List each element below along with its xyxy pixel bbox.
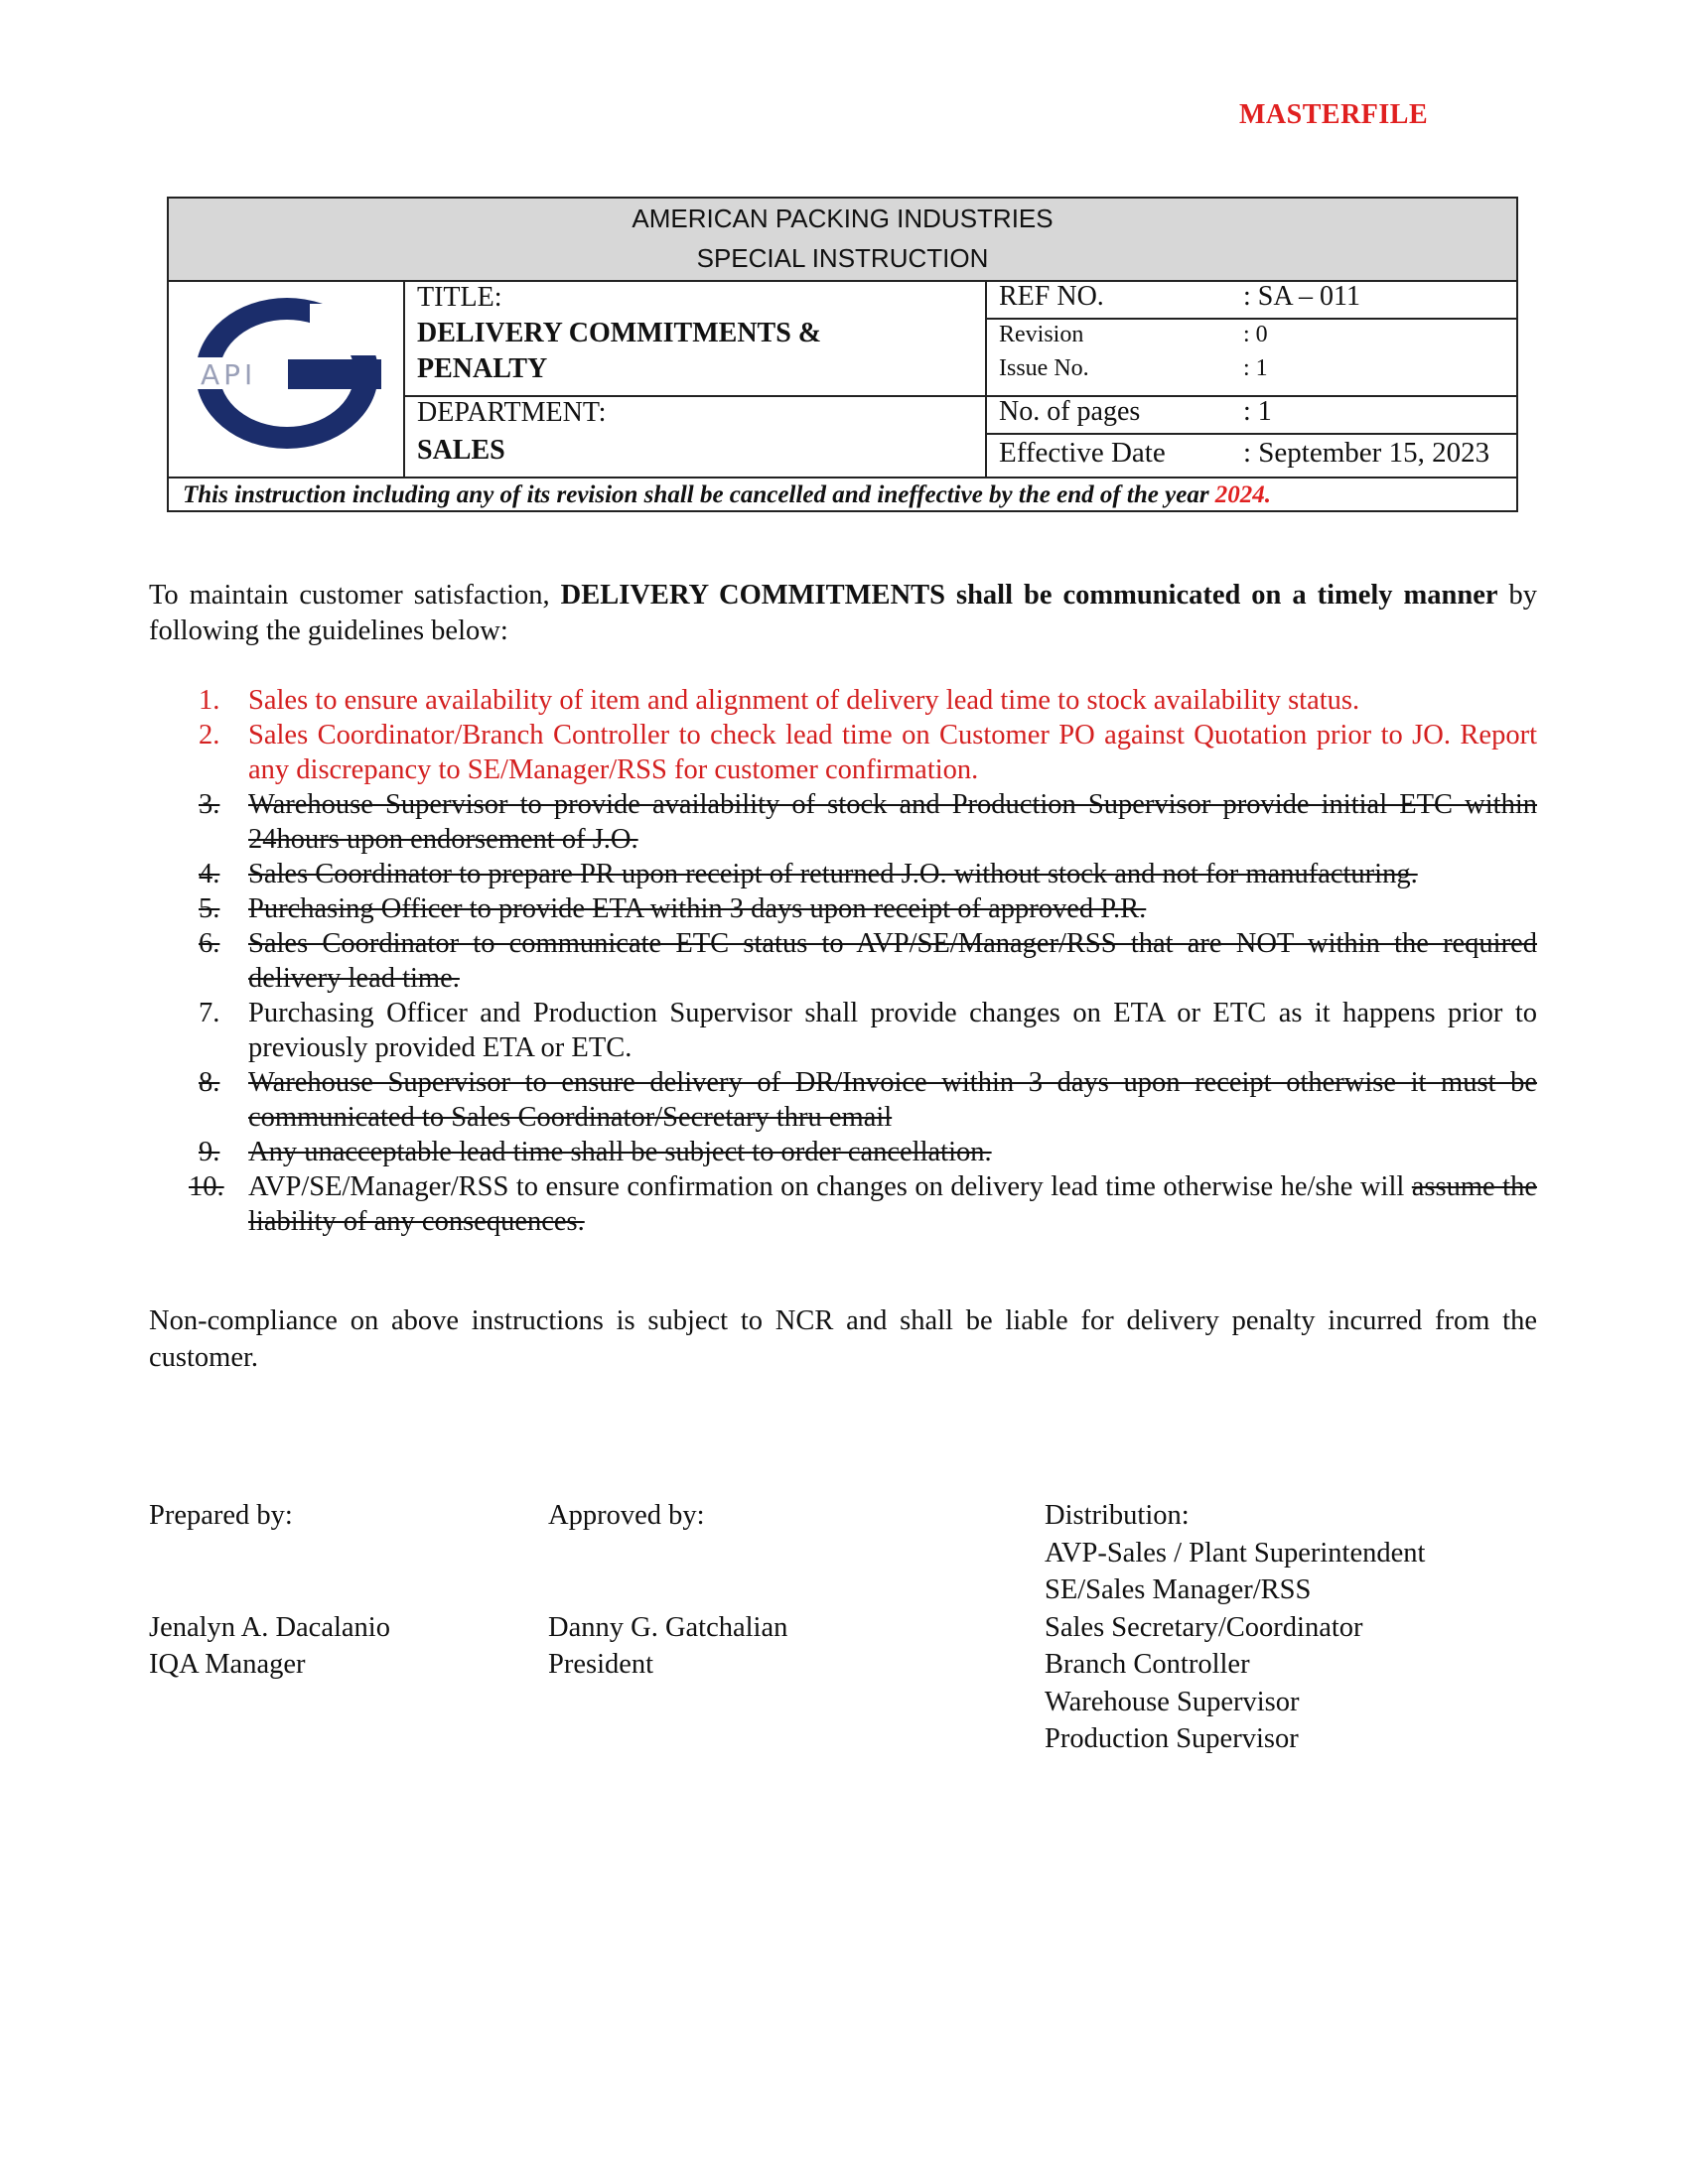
item-number: 4. [199, 859, 220, 889]
masterfile-stamp: MASTERFILE [1239, 99, 1429, 130]
item-number: 9. [199, 1137, 220, 1167]
pages-value: : 1 [1243, 396, 1272, 427]
item-text: Sales Coordinator to prepare PR upon receipt of returned J.O. without stock and not for manufacturing. [248, 859, 1418, 889]
prepared-by-title: IQA Manager [149, 1649, 306, 1680]
item-number: 7. [199, 998, 220, 1028]
list-item [149, 996, 1537, 1065]
item-text: Sales Coordinator/Branch Controller to check lead time on Customer PO against Quotation prior to JO. Report any discrepancy to SE/Manager/RSS for customer confirmation. [248, 720, 1537, 785]
distribution-item: SE/Sales Manager/RSS [1045, 1574, 1312, 1605]
intro-paragraph [149, 578, 1537, 649]
item-number: 10. [189, 1171, 224, 1202]
effective-date-value: : September 15, 2023 [1243, 437, 1490, 469]
distribution-label: Distribution: [1045, 1500, 1190, 1531]
validity-note-text: This instruction including any of its revision shall be cancelled and ineffective by the end of the year [183, 481, 1215, 508]
title-department-column [403, 280, 987, 477]
item-number: 1. [199, 685, 220, 716]
title-label: TITLE: [417, 282, 502, 313]
validity-note-year: 2024. [1214, 481, 1272, 508]
item-text: Warehouse Supervisor to ensure delivery of DR/Invoice within 3 days upon receipt otherwise it must be communicated to Sales Coordinator/Secretary thru email [248, 1067, 1537, 1133]
title-line-1: DELIVERY COMMITMENTS & [417, 318, 822, 348]
ref-value: : SA – 011 [1243, 281, 1360, 312]
document-meta-column [985, 280, 1516, 477]
item-text: Any unacceptable lead time shall be subject to order cancellation. [248, 1137, 992, 1167]
document-type: SPECIAL INSTRUCTION [696, 243, 989, 273]
ref-label: REF NO. [999, 281, 1104, 312]
list-item [149, 718, 1537, 787]
item-text: Sales to ensure availability of item and alignment of delivery lead time to stock availability status. [248, 685, 1360, 716]
list-item-struck [149, 1065, 1537, 1135]
intro-suffix: by following the guidelines below: [149, 580, 1537, 646]
logo-text: API [201, 358, 257, 391]
document-header-box [167, 197, 1518, 512]
title-block [403, 280, 985, 397]
department-label: DEPARTMENT: [417, 397, 607, 428]
list-item [149, 683, 1537, 718]
list-item-struck [149, 926, 1537, 996]
revision-value: : 0 [1243, 322, 1268, 347]
list-item-struck [149, 1135, 1537, 1169]
item-text: Sales Coordinator to communicate ETC status to AVP/SE/Manager/RSS that are NOT within the required delivery lead time. [248, 928, 1537, 994]
prepared-by-name: Jenalyn A. Dacalanio [149, 1611, 390, 1643]
issue-value: : 1 [1243, 355, 1268, 381]
distribution-block [1045, 1497, 1425, 1758]
department-block [403, 395, 985, 477]
noncompliance-paragraph: Non-compliance on above instructions is subject to NCR and shall be liable for delivery penalty incurred from the customer. [149, 1305, 1537, 1373]
approved-by-label: Approved by: [548, 1500, 705, 1531]
intro-bold: DELIVERY COMMITMENTS shall be communicated on a timely manner [560, 580, 1498, 611]
effective-date-label: Effective Date [999, 437, 1166, 469]
title-line-2: PENALTY [417, 353, 548, 384]
pages-row [985, 395, 1516, 435]
item-text: Purchasing Officer to provide ETA within 3 days upon receipt of approved P.R. [248, 893, 1147, 924]
item-text-kept: AVP/SE/Manager/RSS to ensure confirmation on changes on delivery lead time otherwise he/she will [248, 1171, 1405, 1202]
prepared-by-block [149, 1497, 390, 1684]
company-name: AMERICAN PACKING INDUSTRIES [632, 204, 1054, 233]
issue-label: Issue No. [999, 355, 1089, 381]
approved-by-name: Danny G. Gatchalian [548, 1611, 788, 1643]
item-number: 2. [199, 720, 220, 751]
list-item-struck [149, 787, 1537, 857]
intro-prefix: To maintain customer satisfaction, [149, 580, 561, 611]
list-item-struck [149, 891, 1537, 926]
guidelines-list [149, 683, 1537, 1239]
revision-label: Revision [999, 322, 1084, 347]
item-text: Warehouse Supervisor to provide availability of stock and Production Supervisor provide initial ETC within 24hours upon endorsement of J.O. [248, 789, 1537, 855]
ref-row [985, 280, 1516, 320]
item-text: Purchasing Officer and Production Supervisor shall provide changes on ETA or ETC as it happens prior to previously provided ETA or ETC. [248, 998, 1537, 1063]
company-logo [169, 280, 405, 477]
api-logo-icon [193, 294, 381, 453]
header-banner [169, 199, 1516, 282]
item-number: 3. [199, 789, 220, 820]
prepared-by-label: Prepared by: [149, 1500, 293, 1531]
pages-label: No. of pages [999, 396, 1141, 427]
distribution-item: Branch Controller [1045, 1649, 1250, 1680]
list-item-struck [149, 857, 1537, 891]
item-number: 8. [199, 1067, 220, 1098]
validity-note [169, 477, 1516, 514]
department-value: SALES [417, 435, 505, 466]
distribution-item: Production Supervisor [1045, 1723, 1299, 1754]
distribution-item: AVP-Sales / Plant Superintendent [1045, 1537, 1426, 1569]
distribution-item: Sales Secretary/Coordinator [1045, 1611, 1363, 1643]
item-text-struck: assume the liability of any consequences. [248, 1171, 1537, 1237]
approved-by-block [548, 1497, 787, 1684]
distribution-item: Warehouse Supervisor [1045, 1686, 1300, 1717]
list-item [149, 1169, 1537, 1239]
item-number: 5. [199, 893, 220, 924]
approved-by-title: President [548, 1649, 654, 1680]
item-number: 6. [199, 928, 220, 959]
revision-issue-row [985, 318, 1516, 397]
effective-date-row [985, 433, 1516, 477]
